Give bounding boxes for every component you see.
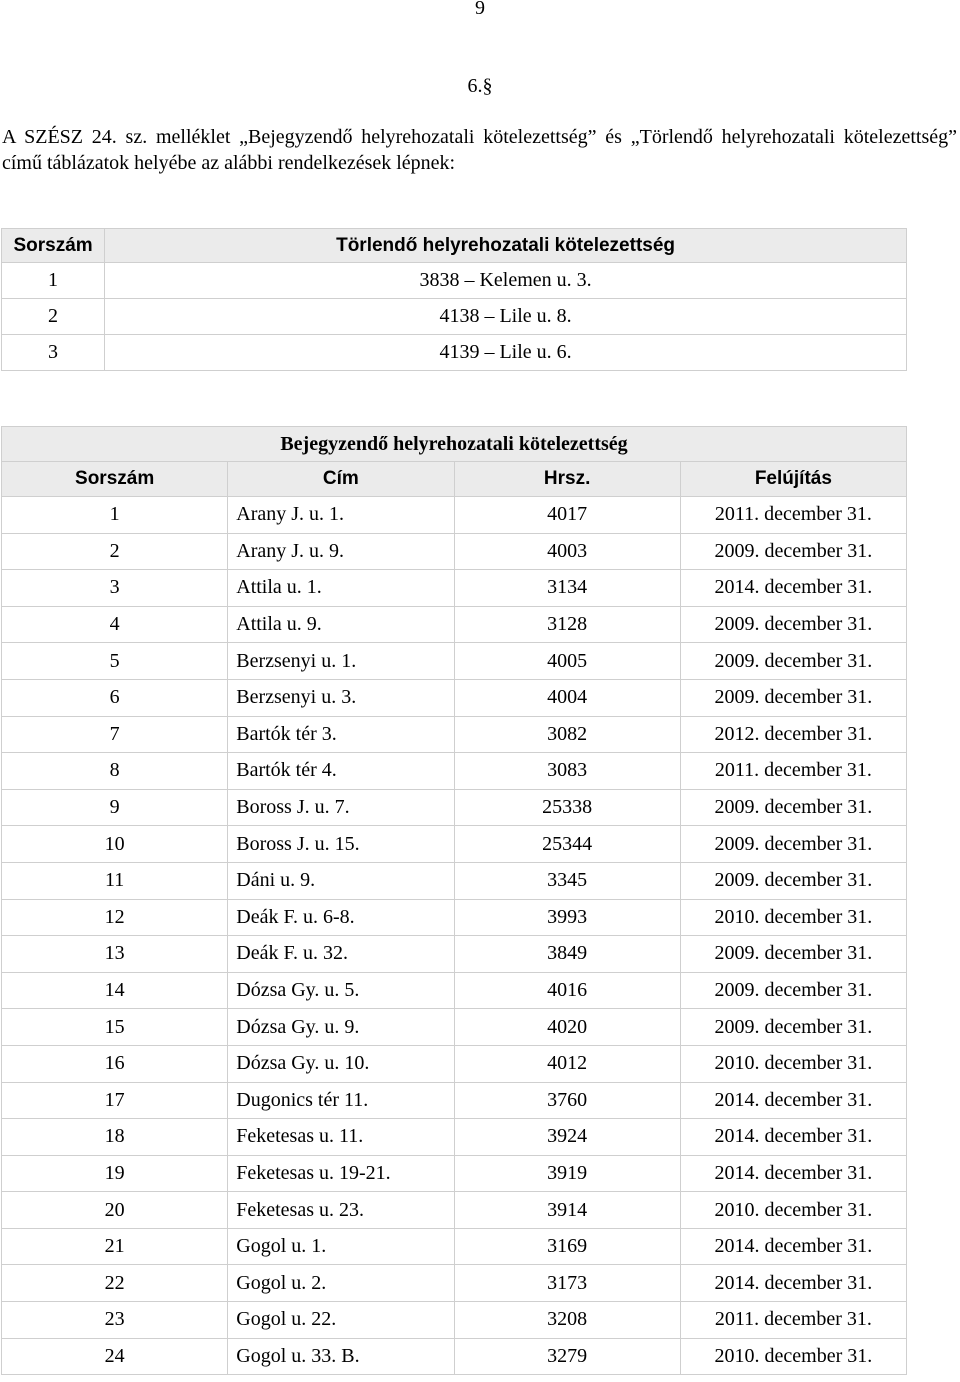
- cell-felujitas: 2009. december 31.: [680, 643, 906, 680]
- cell-sorszam: 4: [2, 606, 228, 643]
- cell-felujitas: 2011. december 31.: [680, 753, 906, 790]
- cell-cim: Feketesas u. 23.: [228, 1192, 454, 1229]
- section-number: 6.§: [467, 75, 493, 97]
- cell-felujitas: 2009. december 31.: [680, 789, 906, 826]
- cell-sorszam: 20: [2, 1192, 228, 1229]
- cell-sorszam: 13: [2, 936, 228, 973]
- table-title-text: Bejegyzendő helyrehozatali kötelezettség: [280, 432, 628, 455]
- cell-hrsz: 3208: [454, 1302, 680, 1339]
- cell-sorszam: 16: [2, 1045, 228, 1082]
- cell-cim: Arany J. u. 9.: [228, 533, 454, 570]
- cell-felujitas: 2009. december 31.: [680, 1009, 906, 1046]
- intro-paragraph: A SZÉSZ 24. sz. melléklet „Bejegyzendő helyrehozatali kötelezettség” és „Törlendő helyrehozatali kötelezettség” című táblázatok helyébe az alábbi rendelkezések lépnek:: [2, 126, 957, 174]
- cell-sorszam: 23: [2, 1302, 228, 1339]
- table-row: [2, 606, 907, 643]
- cell-felujitas: 2010. december 31.: [680, 1338, 906, 1375]
- cell-hrsz: 4012: [454, 1045, 680, 1082]
- table-row: [2, 1045, 907, 1082]
- table-row: [2, 1338, 907, 1375]
- cell-hrsz: 3134: [454, 570, 680, 607]
- table-row: [2, 1265, 907, 1302]
- cell-hrsz: 4003: [454, 533, 680, 570]
- cell-hrsz: 3169: [454, 1228, 680, 1265]
- cell-felujitas: 2010. december 31.: [680, 899, 906, 936]
- table-row: [2, 643, 907, 680]
- table-header-row: [2, 462, 907, 497]
- cell-hrsz: 4016: [454, 972, 680, 1009]
- table-title: [2, 427, 907, 462]
- cell-hrsz: 3083: [454, 753, 680, 790]
- cell-hrsz: 3849: [454, 936, 680, 973]
- table-row: [2, 299, 907, 335]
- cell-hrsz: 3345: [454, 862, 680, 899]
- cell-sorszam: 18: [2, 1119, 228, 1156]
- cell-sorszam: 2: [2, 533, 228, 570]
- cell-sorszam: 7: [2, 716, 228, 753]
- table-row: [2, 1228, 907, 1265]
- header-sorszam: Sorszám: [2, 229, 105, 263]
- cell-torlendo: 4139 – Lile u. 6.: [105, 335, 907, 371]
- cell-felujitas: 2009. december 31.: [680, 936, 906, 973]
- cell-cim: Gogol u. 33. B.: [228, 1338, 454, 1375]
- cell-felujitas: 2011. december 31.: [680, 497, 906, 534]
- table-row: [2, 497, 907, 534]
- table-row: [2, 753, 907, 790]
- cell-sorszam: 3: [2, 335, 105, 371]
- table-row: [2, 1009, 907, 1046]
- cell-felujitas: 2014. december 31.: [680, 1119, 906, 1156]
- cell-cim: Dózsa Gy. u. 5.: [228, 972, 454, 1009]
- cell-sorszam: 9: [2, 789, 228, 826]
- cell-sorszam: 15: [2, 1009, 228, 1046]
- cell-hrsz: 3919: [454, 1155, 680, 1192]
- cell-hrsz: 3924: [454, 1119, 680, 1156]
- cell-hrsz: 25344: [454, 826, 680, 863]
- cell-cim: Dáni u. 9.: [228, 862, 454, 899]
- cell-cim: Dugonics tér 11.: [228, 1082, 454, 1119]
- cell-felujitas: 2014. december 31.: [680, 1155, 906, 1192]
- cell-hrsz: 25338: [454, 789, 680, 826]
- cell-sorszam: 22: [2, 1265, 228, 1302]
- cell-cim: Attila u. 1.: [228, 570, 454, 607]
- cell-felujitas: 2009. december 31.: [680, 606, 906, 643]
- cell-sorszam: 17: [2, 1082, 228, 1119]
- cell-cim: Dózsa Gy. u. 9.: [228, 1009, 454, 1046]
- cell-cim: Attila u. 9.: [228, 606, 454, 643]
- table-row: [2, 789, 907, 826]
- cell-felujitas: 2011. december 31.: [680, 1302, 906, 1339]
- cell-cim: Dózsa Gy. u. 10.: [228, 1045, 454, 1082]
- cell-cim: Bartók tér 3.: [228, 716, 454, 753]
- table-row: [2, 826, 907, 863]
- cell-sorszam: 5: [2, 643, 228, 680]
- table-header-row: [2, 229, 907, 263]
- header-hrsz: Hrsz.: [454, 462, 680, 497]
- cell-cim: Gogol u. 22.: [228, 1302, 454, 1339]
- cell-hrsz: 3993: [454, 899, 680, 936]
- cell-sorszam: 24: [2, 1338, 228, 1375]
- table-row: [2, 716, 907, 753]
- cell-sorszam: 3: [2, 570, 228, 607]
- cell-felujitas: 2014. december 31.: [680, 1265, 906, 1302]
- cell-cim: Berzsenyi u. 1.: [228, 643, 454, 680]
- cell-sorszam: 11: [2, 862, 228, 899]
- cell-felujitas: 2014. december 31.: [680, 570, 906, 607]
- cell-cim: Boross J. u. 15.: [228, 826, 454, 863]
- table-row: [2, 335, 907, 371]
- table-title-row: [2, 427, 907, 462]
- cell-hrsz: 3082: [454, 716, 680, 753]
- cell-cim: Feketesas u. 19-21.: [228, 1155, 454, 1192]
- table-row: [2, 533, 907, 570]
- table-row: [2, 1082, 907, 1119]
- cell-hrsz: 3914: [454, 1192, 680, 1229]
- table-row: [2, 1119, 907, 1156]
- cell-felujitas: 2010. december 31.: [680, 1045, 906, 1082]
- cell-cim: Gogol u. 2.: [228, 1265, 454, 1302]
- cell-sorszam: 6: [2, 679, 228, 716]
- cell-cim: Arany J. u. 1.: [228, 497, 454, 534]
- cell-sorszam: 14: [2, 972, 228, 1009]
- cell-sorszam: 8: [2, 753, 228, 790]
- cell-torlendo: 3838 – Kelemen u. 3.: [105, 263, 907, 299]
- cell-felujitas: 2009. december 31.: [680, 679, 906, 716]
- table-row: [2, 862, 907, 899]
- table-row: [2, 570, 907, 607]
- cell-felujitas: 2014. december 31.: [680, 1228, 906, 1265]
- table-row: [2, 679, 907, 716]
- header-sorszam: Sorszám: [2, 462, 228, 497]
- cell-felujitas: 2012. december 31.: [680, 716, 906, 753]
- cell-cim: Deák F. u. 6-8.: [228, 899, 454, 936]
- cell-felujitas: 2014. december 31.: [680, 1082, 906, 1119]
- cell-hrsz: 3279: [454, 1338, 680, 1375]
- cell-felujitas: 2009. december 31.: [680, 826, 906, 863]
- cell-cim: Berzsenyi u. 3.: [228, 679, 454, 716]
- header-cim: Cím: [228, 462, 454, 497]
- table-row: [2, 972, 907, 1009]
- cell-felujitas: 2010. december 31.: [680, 1192, 906, 1229]
- cell-hrsz: 4020: [454, 1009, 680, 1046]
- deleted-obligations-table: [1, 228, 907, 371]
- table-row: [2, 1155, 907, 1192]
- header-torlendo: Törlendő helyrehozatali kötelezettség: [105, 229, 907, 263]
- cell-hrsz: 3128: [454, 606, 680, 643]
- cell-cim: Gogol u. 1.: [228, 1228, 454, 1265]
- registered-obligations-table: [1, 426, 907, 1375]
- table-row: [2, 1192, 907, 1229]
- cell-hrsz: 4004: [454, 679, 680, 716]
- cell-felujitas: 2009. december 31.: [680, 862, 906, 899]
- cell-hrsz: 4005: [454, 643, 680, 680]
- cell-cim: Bartók tér 4.: [228, 753, 454, 790]
- table-row: [2, 1302, 907, 1339]
- cell-sorszam: 10: [2, 826, 228, 863]
- cell-sorszam: 1: [2, 263, 105, 299]
- cell-hrsz: 3760: [454, 1082, 680, 1119]
- cell-cim: Boross J. u. 7.: [228, 789, 454, 826]
- page-number: 9: [475, 0, 485, 19]
- table-row: [2, 936, 907, 973]
- cell-cim: Feketesas u. 11.: [228, 1119, 454, 1156]
- cell-felujitas: 2009. december 31.: [680, 533, 906, 570]
- cell-felujitas: 2009. december 31.: [680, 972, 906, 1009]
- table-row: [2, 899, 907, 936]
- cell-torlendo: 4138 – Lile u. 8.: [105, 299, 907, 335]
- cell-sorszam: 19: [2, 1155, 228, 1192]
- cell-sorszam: 21: [2, 1228, 228, 1265]
- cell-cim: Deák F. u. 32.: [228, 936, 454, 973]
- cell-sorszam: 1: [2, 497, 228, 534]
- cell-sorszam: 12: [2, 899, 228, 936]
- table-row: [2, 263, 907, 299]
- cell-hrsz: 4017: [454, 497, 680, 534]
- cell-sorszam: 2: [2, 299, 105, 335]
- header-felujitas: Felújítás: [680, 462, 906, 497]
- cell-hrsz: 3173: [454, 1265, 680, 1302]
